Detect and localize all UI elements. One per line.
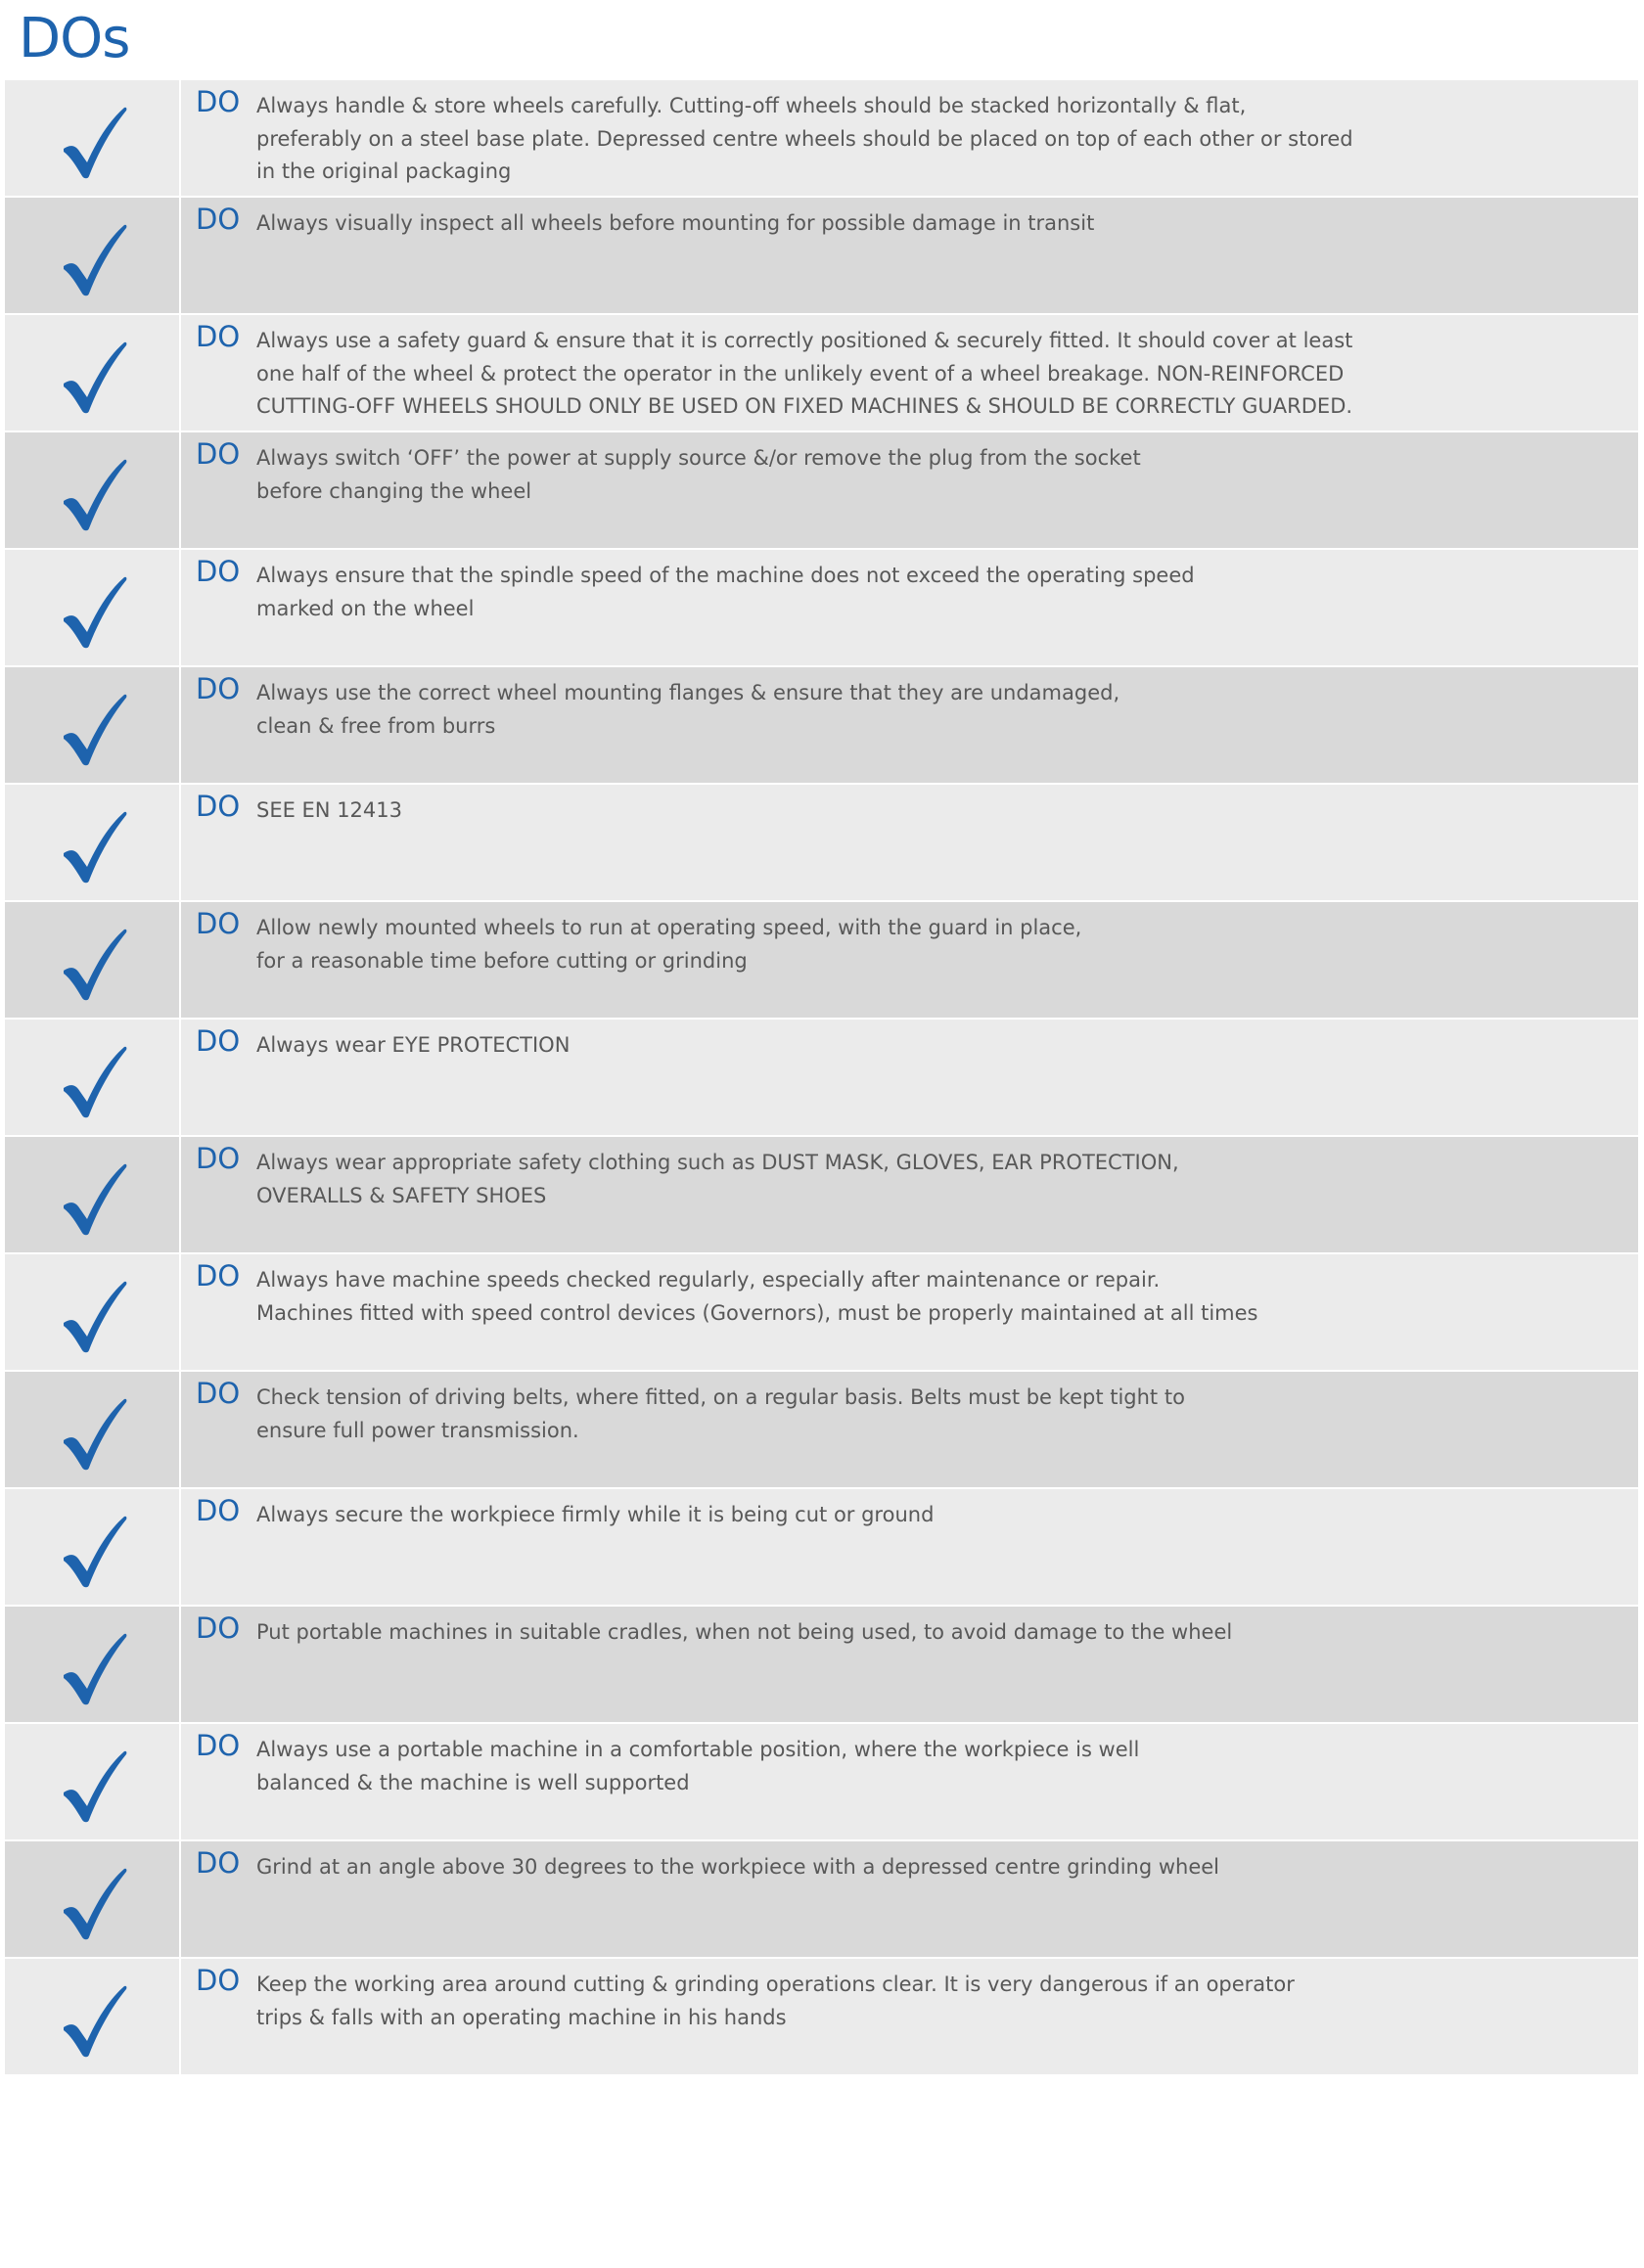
text-cell — [181, 315, 1638, 431]
dos-table — [5, 80, 1638, 2076]
text-cell — [181, 1372, 1638, 1487]
do-label: DO — [196, 672, 241, 705]
check-cell — [5, 902, 181, 1018]
text-cell — [181, 1020, 1638, 1135]
check-mark-icon — [62, 1749, 128, 1824]
table-row — [5, 1020, 1638, 1137]
text-cell — [181, 667, 1638, 783]
check-cell — [5, 785, 181, 900]
check-cell — [5, 1254, 181, 1370]
do-label: DO — [196, 1964, 241, 1997]
table-row — [5, 1254, 1638, 1372]
do-text: Always use the correct wheel mounting flanges & ensure that they are undamaged, clean & free from burrs — [256, 681, 1120, 738]
do-label: DO — [196, 203, 241, 236]
do-text: Put portable machines in suitable cradles, when not being used, to avoid damage to the wheel — [256, 1620, 1233, 1644]
check-cell — [5, 1489, 181, 1605]
table-row — [5, 80, 1638, 198]
table-row — [5, 315, 1638, 432]
do-label: DO — [196, 790, 241, 823]
check-mark-icon — [62, 1045, 128, 1119]
text-cell — [181, 1724, 1638, 1839]
page-title: DOs — [19, 7, 130, 70]
check-mark-icon — [62, 1515, 128, 1589]
check-mark-icon — [62, 223, 128, 297]
do-label: DO — [196, 85, 241, 118]
text-cell — [181, 1137, 1638, 1252]
do-text: Allow newly mounted wheels to run at operating speed, with the guard in place, for a reasonable time before cutting or grinding — [256, 916, 1082, 973]
text-cell — [181, 80, 1638, 196]
check-cell — [5, 198, 181, 313]
check-mark-icon — [62, 928, 128, 1002]
check-mark-icon — [62, 1867, 128, 1941]
check-mark-icon — [62, 1632, 128, 1706]
do-text: Always handle & store wheels carefully. Cutting-off wheels should be stacked horizontally & flat, preferably on a steel base plate. Depressed centre wheels should be placed on top of each other or stored in the original packaging — [256, 94, 1353, 183]
do-label: DO — [196, 1024, 241, 1058]
do-label: DO — [196, 1494, 241, 1527]
check-cell — [5, 1841, 181, 1957]
check-cell — [5, 550, 181, 665]
check-mark-icon — [62, 106, 128, 180]
check-mark-icon — [62, 575, 128, 650]
check-cell — [5, 1959, 181, 2074]
do-label: DO — [196, 1259, 241, 1293]
check-cell — [5, 80, 181, 196]
check-mark-icon — [62, 1984, 128, 2059]
table-row — [5, 550, 1638, 667]
check-mark-icon — [62, 1397, 128, 1472]
table-row — [5, 667, 1638, 785]
text-cell — [181, 902, 1638, 1018]
do-text: Grind at an angle above 30 degrees to the workpiece with a depressed centre grinding wheel — [256, 1855, 1220, 1879]
do-text: Always secure the workpiece firmly while it is being cut or ground — [256, 1503, 935, 1526]
text-cell — [181, 1841, 1638, 1957]
check-mark-icon — [62, 810, 128, 885]
check-cell — [5, 1137, 181, 1252]
do-label: DO — [196, 1611, 241, 1645]
do-text: Keep the working area around cutting & grinding operations clear. It is very dangerous if an operator trips & falls with an operating machine in his hands — [256, 1973, 1295, 2029]
check-mark-icon — [62, 1162, 128, 1237]
do-text: Always use a portable machine in a comfortable position, where the workpiece is well balanced & the machine is well supported — [256, 1738, 1140, 1794]
do-label: DO — [196, 1142, 241, 1175]
do-text: Always wear appropriate safety clothing such as DUST MASK, GLOVES, EAR PROTECTION, OVERALLS & SAFETY SHOES — [256, 1151, 1179, 1207]
do-text: Always have machine speeds checked regularly, especially after maintenance or repair. Machines fitted with speed control devices (Governors), must be properly maintained at all times — [256, 1268, 1258, 1325]
do-text: Always visually inspect all wheels before mounting for possible damage in transit — [256, 211, 1095, 235]
check-cell — [5, 1020, 181, 1135]
check-mark-icon — [62, 1280, 128, 1354]
do-label: DO — [196, 1729, 241, 1762]
do-label: DO — [196, 1846, 241, 1880]
check-mark-icon — [62, 340, 128, 415]
do-text: Check tension of driving belts, where fitted, on a regular basis. Belts must be kept tight to ensure full power transmission. — [256, 1385, 1185, 1442]
table-row — [5, 1841, 1638, 1959]
text-cell — [181, 1254, 1638, 1370]
table-row — [5, 902, 1638, 1020]
text-cell — [181, 198, 1638, 313]
do-text: SEE EN 12413 — [256, 798, 402, 822]
check-cell — [5, 315, 181, 431]
table-row — [5, 1607, 1638, 1724]
check-cell — [5, 432, 181, 548]
table-row — [5, 785, 1638, 902]
do-text: Always switch ‘OFF’ the power at supply source &/or remove the plug from the socket before changing the wheel — [256, 446, 1141, 503]
table-row — [5, 1372, 1638, 1489]
check-cell — [5, 1372, 181, 1487]
table-row — [5, 1489, 1638, 1607]
table-row — [5, 198, 1638, 315]
do-label: DO — [196, 1377, 241, 1410]
do-text: Always ensure that the spindle speed of the machine does not exceed the operating speed marked on the wheel — [256, 564, 1195, 620]
table-row — [5, 1724, 1638, 1841]
text-cell — [181, 785, 1638, 900]
do-text: Always wear EYE PROTECTION — [256, 1033, 571, 1057]
do-label: DO — [196, 555, 241, 588]
text-cell — [181, 1489, 1638, 1605]
text-cell — [181, 1607, 1638, 1722]
text-cell — [181, 1959, 1638, 2074]
text-cell — [181, 550, 1638, 665]
check-cell — [5, 667, 181, 783]
check-mark-icon — [62, 458, 128, 532]
table-row — [5, 432, 1638, 550]
check-cell — [5, 1607, 181, 1722]
do-label: DO — [196, 320, 241, 353]
do-label: DO — [196, 437, 241, 471]
check-cell — [5, 1724, 181, 1839]
text-cell — [181, 432, 1638, 548]
check-mark-icon — [62, 693, 128, 767]
table-row — [5, 1959, 1638, 2076]
do-text: Always use a safety guard & ensure that it is correctly positioned & securely fitted. It should cover at least one half of the wheel & protect the operator in the unlikely event of a wheel breakage. NON-REINFORCED CUTTING-OFF WHEELS SHOULD ONLY BE USED ON FIXED MACHINES & SHOULD BE CORRECTLY GUARDED. — [256, 329, 1353, 418]
do-label: DO — [196, 907, 241, 940]
table-row — [5, 1137, 1638, 1254]
